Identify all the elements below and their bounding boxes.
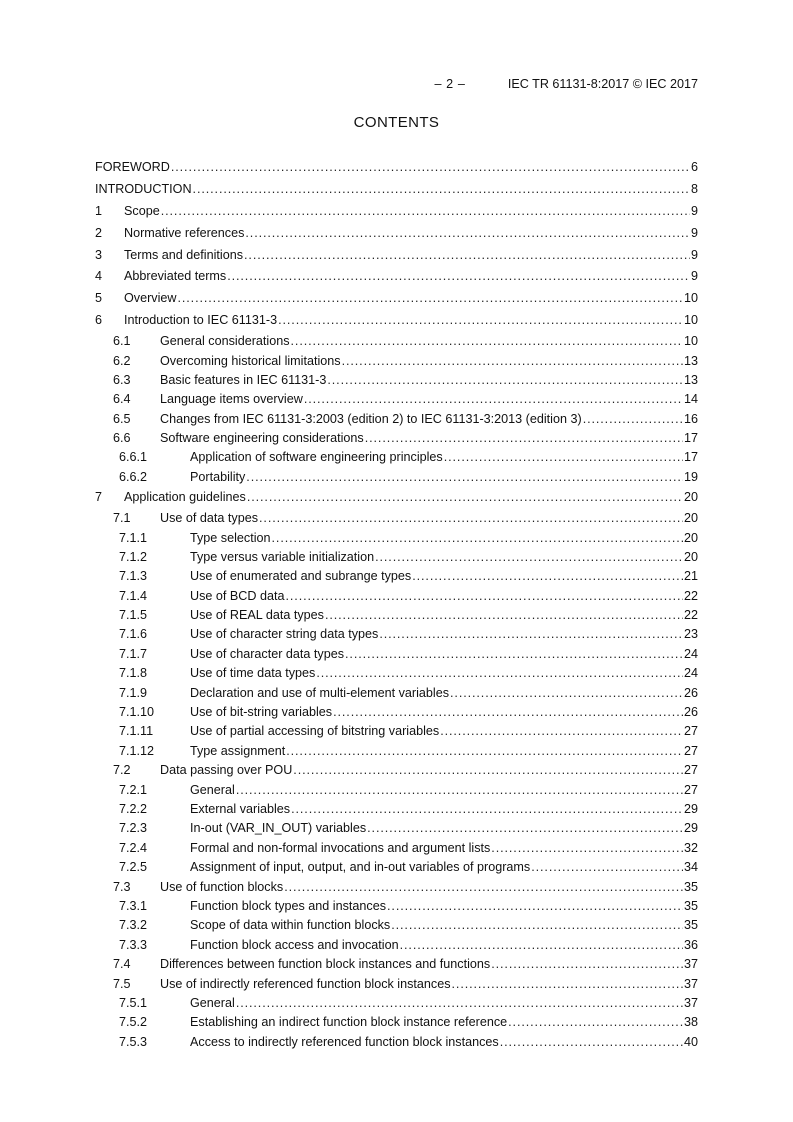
toc-entry-number: 7.1.12 [119, 743, 155, 758]
toc-entry-page: 36 [683, 937, 698, 952]
dot-leader [304, 390, 683, 409]
dot-leader [286, 587, 683, 606]
toc-entry-title: Use of indirectly referenced function block instances [160, 976, 451, 991]
toc-entry-page: 6 [690, 160, 698, 174]
dot-leader [452, 975, 683, 994]
dot-leader [365, 429, 683, 448]
toc-entry[interactable] [95, 742, 698, 761]
toc-entry-page: 27 [683, 743, 698, 758]
dot-leader [193, 179, 690, 201]
toc-entry[interactable] [95, 371, 698, 390]
toc-entry-title: Use of character data types [190, 646, 345, 661]
toc-entry-number: 7.5.1 [119, 995, 148, 1010]
toc-entry[interactable] [95, 468, 698, 487]
toc-entry[interactable] [95, 548, 698, 567]
toc-entry[interactable] [95, 703, 698, 722]
toc-entry-title: INTRODUCTION [95, 181, 192, 196]
toc-entry-page: 37 [683, 976, 698, 991]
dot-leader [583, 410, 683, 429]
toc-entry-number: 7.3.2 [119, 918, 148, 933]
toc-entry-title: FOREWORD [95, 160, 170, 174]
dot-leader [440, 722, 683, 741]
toc-entry[interactable] [95, 800, 698, 819]
toc-entry-page: 27 [683, 724, 698, 739]
toc-entry-title: Use of data types [160, 511, 259, 526]
toc-entry-number: 7.2.3 [119, 821, 148, 836]
toc-entry-title: General [190, 782, 235, 797]
dot-leader [444, 448, 683, 467]
toc-entry-title: Scope [124, 203, 160, 218]
toc-entry-title: Differences between function block instances and functions [160, 957, 491, 972]
toc-entry-title: Access to indirectly referenced function block instances [190, 1034, 499, 1049]
dot-leader [245, 223, 690, 245]
dot-leader [227, 266, 690, 288]
toc-entry-page: 23 [683, 627, 698, 642]
toc-entry[interactable] [95, 936, 698, 955]
toc-entry[interactable] [95, 487, 698, 509]
dot-leader [375, 548, 683, 567]
toc-entry[interactable] [95, 157, 698, 179]
table-of-contents [95, 157, 698, 1052]
dot-leader [244, 245, 690, 267]
toc-entry-title: Declaration and use of multi-element variables [190, 685, 450, 700]
toc-entry[interactable] [95, 994, 698, 1013]
toc-entry[interactable] [95, 179, 698, 201]
dot-leader [491, 955, 683, 974]
document-identifier: IEC TR 61131-8:2017 © IEC 2017 [507, 77, 698, 91]
toc-entry-number: 7.1.5 [119, 608, 148, 623]
dot-leader [367, 819, 683, 838]
toc-entry-title: Overcoming historical limitations [160, 353, 341, 368]
toc-entry-title: Assignment of input, output, and in-out variables of programs [190, 860, 531, 875]
toc-entry-title: Basic features in IEC 61131-3 [160, 372, 327, 387]
toc-entry-title: Use of partial accessing of bitstring variables [190, 724, 440, 739]
toc-entry-number: 7.1.1 [119, 530, 148, 545]
toc-entry-page: 10 [683, 334, 698, 349]
toc-entry-page: 24 [683, 646, 698, 661]
toc-entry[interactable] [95, 858, 698, 877]
toc-entry-title: Changes from IEC 61131-3:2003 (edition 2) to IEC 61131-3:2013 (edition 3) [160, 411, 582, 426]
toc-entry-title: Use of function blocks [160, 879, 284, 894]
toc-entry[interactable] [95, 201, 698, 223]
contents-title: CONTENTS [353, 114, 440, 131]
toc-entry[interactable] [95, 625, 698, 644]
toc-entry-number: 7.4 [113, 957, 131, 972]
toc-entry[interactable] [95, 664, 698, 683]
toc-entry-title: Formal and non-formal invocations and argument lists [190, 840, 491, 855]
dot-leader [177, 288, 683, 310]
toc-entry-title: Abbreviated terms [124, 269, 227, 284]
dot-leader [236, 781, 683, 800]
dot-leader [293, 761, 683, 780]
toc-entry[interactable] [95, 266, 698, 288]
toc-entry-number: 7.1.4 [119, 588, 148, 603]
page-number: – 2 – [434, 77, 466, 91]
toc-entry-page: 13 [683, 372, 698, 387]
toc-entry-page: 22 [683, 608, 698, 623]
toc-entry-title: Portability [190, 469, 246, 484]
toc-entry-number: 7.2 [113, 763, 131, 778]
toc-entry[interactable] [95, 332, 698, 351]
toc-entry-title: Use of enumerated and subrange types [190, 569, 412, 584]
toc-entry-number: 7.2.4 [119, 840, 148, 855]
toc-entry-number: 7.1.11 [119, 724, 154, 739]
toc-entry-title: Establishing an indirect function block instance reference [190, 1015, 508, 1030]
toc-entry-page: 17 [683, 431, 698, 446]
dot-leader [387, 897, 683, 916]
toc-entry-page: 24 [683, 666, 698, 681]
dot-leader [345, 645, 683, 664]
toc-entry-page: 34 [683, 860, 698, 875]
toc-entry-number: 7.2.1 [119, 782, 148, 797]
dot-leader [379, 625, 683, 644]
toc-entry-number: 7.3 [113, 879, 131, 894]
toc-entry-number: 7.1.3 [119, 569, 148, 584]
toc-entry-page: 16 [683, 411, 698, 426]
toc-entry-page: 29 [683, 821, 698, 836]
toc-entry-page: 26 [683, 705, 698, 720]
toc-entry[interactable] [95, 916, 698, 935]
toc-entry-page: 8 [690, 181, 698, 196]
toc-entry[interactable] [95, 606, 698, 625]
dot-leader [161, 201, 690, 223]
toc-entry-title: Data passing over POU [160, 763, 293, 778]
toc-entry-page: 38 [683, 1015, 698, 1030]
toc-entry-title: General [190, 995, 235, 1010]
toc-entry-page: 9 [690, 203, 698, 218]
toc-entry-title: Normative references [124, 225, 245, 240]
dot-leader [391, 916, 683, 935]
toc-entry-title: Use of REAL data types [190, 608, 324, 623]
toc-entry-number: 7 [95, 490, 103, 505]
toc-entry[interactable] [95, 975, 698, 994]
toc-entry[interactable] [95, 429, 698, 448]
toc-entry-page: 9 [690, 269, 698, 284]
toc-entry-number: 7.1.8 [119, 666, 148, 681]
toc-entry-page: 37 [683, 995, 698, 1010]
toc-entry-title: Use of BCD data [190, 588, 285, 603]
toc-entry-title: Application guidelines [124, 490, 246, 505]
toc-entry[interactable] [95, 410, 698, 429]
dot-leader [508, 1013, 683, 1032]
toc-entry-number: 7.5.3 [119, 1034, 148, 1049]
toc-entry-page: 32 [683, 840, 698, 855]
toc-entry-number: 4 [95, 269, 103, 284]
toc-entry-page: 20 [683, 530, 698, 545]
toc-entry-title: Type selection [190, 530, 271, 545]
toc-entry-title: Type assignment [190, 743, 286, 758]
toc-entry-page: 27 [683, 763, 698, 778]
dot-leader [400, 936, 683, 955]
toc-entry[interactable] [95, 781, 698, 800]
toc-entry-page: 35 [683, 918, 698, 933]
toc-entry-number: 7.3.3 [119, 937, 148, 952]
toc-entry-page: 35 [683, 898, 698, 913]
toc-entry[interactable] [95, 288, 698, 310]
toc-entry[interactable] [95, 819, 698, 838]
toc-entry-page: 35 [683, 879, 698, 894]
toc-entry-page: 27 [683, 782, 698, 797]
toc-entry-title: Type versus variable initialization [190, 549, 375, 564]
dot-leader [246, 468, 683, 487]
dot-leader [412, 567, 683, 586]
dot-leader [500, 1033, 683, 1052]
toc-entry-page: 10 [683, 291, 698, 306]
toc-entry-title: Use of character string data types [190, 627, 379, 642]
dot-leader [291, 800, 683, 819]
dot-leader [171, 157, 690, 179]
toc-entry-number: 6.6.1 [119, 450, 148, 465]
toc-entry-number: 7.1.10 [119, 705, 155, 720]
toc-entry-page: 14 [683, 392, 698, 407]
toc-entry-page: 26 [683, 685, 698, 700]
toc-entry[interactable] [95, 1033, 698, 1052]
toc-entry-number: 5 [95, 291, 103, 306]
dot-leader [325, 606, 683, 625]
dot-leader [272, 529, 683, 548]
toc-entry-number: 7.2.2 [119, 802, 148, 816]
dot-leader [531, 858, 683, 877]
toc-entry-title: Function block access and invocation [190, 937, 399, 952]
page-header [95, 77, 698, 93]
toc-entry-page: 21 [683, 569, 698, 584]
toc-entry[interactable] [95, 448, 698, 467]
dot-leader [327, 371, 683, 390]
toc-entry-title: Language items overview [160, 392, 303, 407]
toc-entry-title: External variables [190, 802, 291, 816]
toc-entry-page: 10 [683, 313, 698, 328]
toc-entry[interactable] [95, 587, 698, 606]
toc-entry[interactable] [95, 310, 698, 332]
toc-entry[interactable] [95, 897, 698, 916]
toc-entry-page: 29 [683, 802, 698, 816]
toc-entry-number: 6 [95, 313, 103, 328]
toc-entry[interactable] [95, 1013, 698, 1032]
dot-leader [278, 310, 683, 332]
dot-leader [450, 684, 683, 703]
dot-leader [316, 664, 683, 683]
toc-entry-title: Software engineering considerations [160, 431, 364, 446]
dot-leader [259, 509, 683, 528]
toc-entry[interactable] [95, 223, 698, 245]
toc-entry-title: Application of software engineering principles [190, 450, 443, 465]
toc-entry-page: 9 [690, 225, 698, 240]
toc-entry-title: Function block types and instances [190, 898, 387, 913]
toc-entry-number: 6.2 [113, 353, 131, 368]
toc-entry-number: 2 [95, 225, 103, 240]
toc-entry[interactable] [95, 684, 698, 703]
toc-entry-page: 20 [683, 511, 698, 526]
dot-leader [284, 878, 683, 897]
dot-leader [236, 994, 683, 1013]
toc-entry-number: 6.6 [113, 431, 131, 446]
toc-entry-page: 20 [683, 490, 698, 505]
toc-entry-title: Terms and definitions [124, 247, 244, 262]
toc-entry-number: 7.1.7 [119, 646, 148, 661]
toc-entry[interactable] [95, 955, 698, 974]
toc-entry[interactable] [95, 878, 698, 897]
toc-entry-number: 7.1.9 [119, 685, 148, 700]
toc-entry-title: Use of time data types [190, 666, 316, 681]
dot-leader [333, 703, 683, 722]
toc-entry-number: 7.1 [113, 511, 131, 526]
toc-entry[interactable] [95, 645, 698, 664]
toc-entry-page: 37 [683, 957, 698, 972]
dot-leader [247, 487, 683, 509]
toc-entry-title: General considerations [160, 334, 290, 349]
dot-leader [342, 352, 683, 371]
toc-entry-number: 7.3.1 [119, 898, 148, 913]
toc-entry-number: 7.1.2 [119, 549, 148, 564]
toc-entry[interactable] [95, 722, 698, 741]
toc-entry-number: 6.5 [113, 411, 131, 426]
toc-entry-number: 3 [95, 247, 103, 262]
toc-entry-number: 7.5.2 [119, 1015, 148, 1030]
toc-entry[interactable] [95, 245, 698, 267]
toc-entry[interactable] [95, 352, 698, 371]
toc-entry[interactable] [95, 529, 698, 548]
dot-leader [491, 839, 683, 858]
toc-entry-number: 7.5 [113, 976, 131, 991]
toc-entry-page: 19 [683, 469, 698, 484]
toc-entry-page: 17 [683, 450, 698, 465]
dot-leader [291, 332, 683, 351]
toc-entry-number: 6.6.2 [119, 469, 148, 484]
toc-entry-number: 6.1 [113, 334, 131, 349]
toc-entry-page: 9 [690, 247, 698, 262]
toc-entry-number: 1 [95, 203, 103, 218]
dot-leader [286, 742, 683, 761]
toc-entry-number: 6.4 [113, 392, 131, 407]
toc-entry-title: Introduction to IEC 61131-3 [124, 313, 278, 328]
toc-entry[interactable] [95, 567, 698, 586]
toc-entry-number: 7.1.6 [119, 627, 148, 642]
toc-entry-page: 40 [683, 1034, 698, 1049]
toc-entry-page: 20 [683, 549, 698, 564]
toc-entry[interactable] [95, 390, 698, 409]
toc-entry[interactable] [95, 509, 698, 528]
toc-entry-title: Overview [124, 291, 177, 306]
toc-entry-page: 13 [683, 353, 698, 368]
toc-entry-title: Use of bit-string variables [190, 705, 333, 720]
toc-entry-number: 7.2.5 [119, 860, 148, 875]
toc-entry-title: Scope of data within function blocks [190, 918, 391, 933]
toc-entry-page: 22 [683, 588, 698, 603]
toc-entry-number: 6.3 [113, 372, 131, 387]
toc-entry[interactable] [95, 761, 698, 780]
toc-entry-title: In-out (VAR_IN_OUT) variables [190, 821, 367, 836]
toc-entry[interactable] [95, 839, 698, 858]
